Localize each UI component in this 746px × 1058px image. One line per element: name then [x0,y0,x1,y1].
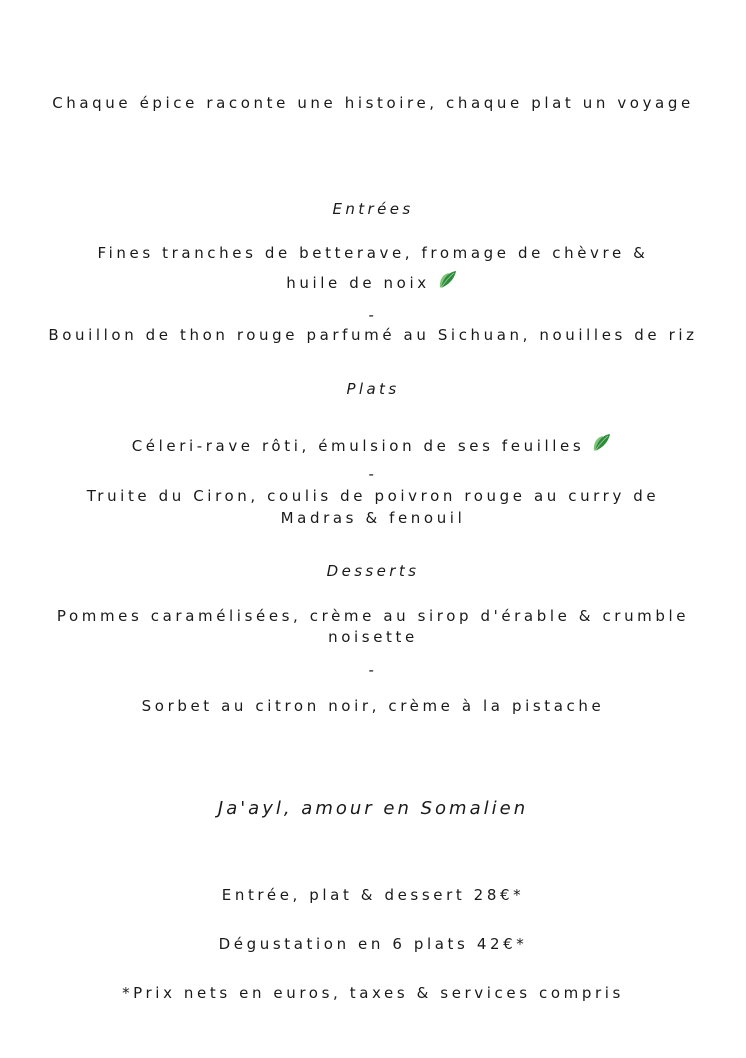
plat-separator: - [368,465,378,483]
plat-item-2-line-1: Truite du Ciron, coulis de poivron rouge au curry de [86,487,660,505]
price-note: *Prix nets en euros, taxes & services compris [122,984,624,1002]
dessert-separator: - [368,661,378,679]
menu-title: Ja'ayl, amour en Somalien [217,798,529,819]
plat-item-1 [0,431,746,460]
leaf-icon [590,431,614,460]
entree-item-1-line-1: Fines tranches de betterave, fromage de chèvre & [97,244,649,262]
dessert-item-1-line-1: Pommes caramélisées, crème au sirop d'érable & crumble [56,607,690,625]
dessert-item-1-line-2: noisette [328,628,418,646]
section-heading-entrees: Entrées [332,200,414,218]
plat-item-1-text: Céleri-rave rôti, émulsion de ses feuilles [131,437,585,455]
price-tasting: Dégustation en 6 plats 42€* [218,935,528,953]
entree-item-2: Bouillon de thon rouge parfumé au Sichuan, nouilles de riz [48,326,698,344]
entree-item-1-line-2 [0,268,746,297]
leaf-icon [436,268,460,297]
tagline: Chaque épice raconte une histoire, chaque plat un voyage [52,94,694,112]
plat-item-2-line-2: Madras & fenouil [280,509,466,527]
price-formula: Entrée, plat & dessert 28€* [221,886,525,904]
section-heading-desserts: Desserts [326,562,420,580]
entree-separator: - [368,306,378,324]
section-heading-plats: Plats [346,380,400,398]
dessert-item-2: Sorbet au citron noir, crème à la pistache [141,697,605,715]
entree-item-1-text: huile de noix [286,274,430,292]
